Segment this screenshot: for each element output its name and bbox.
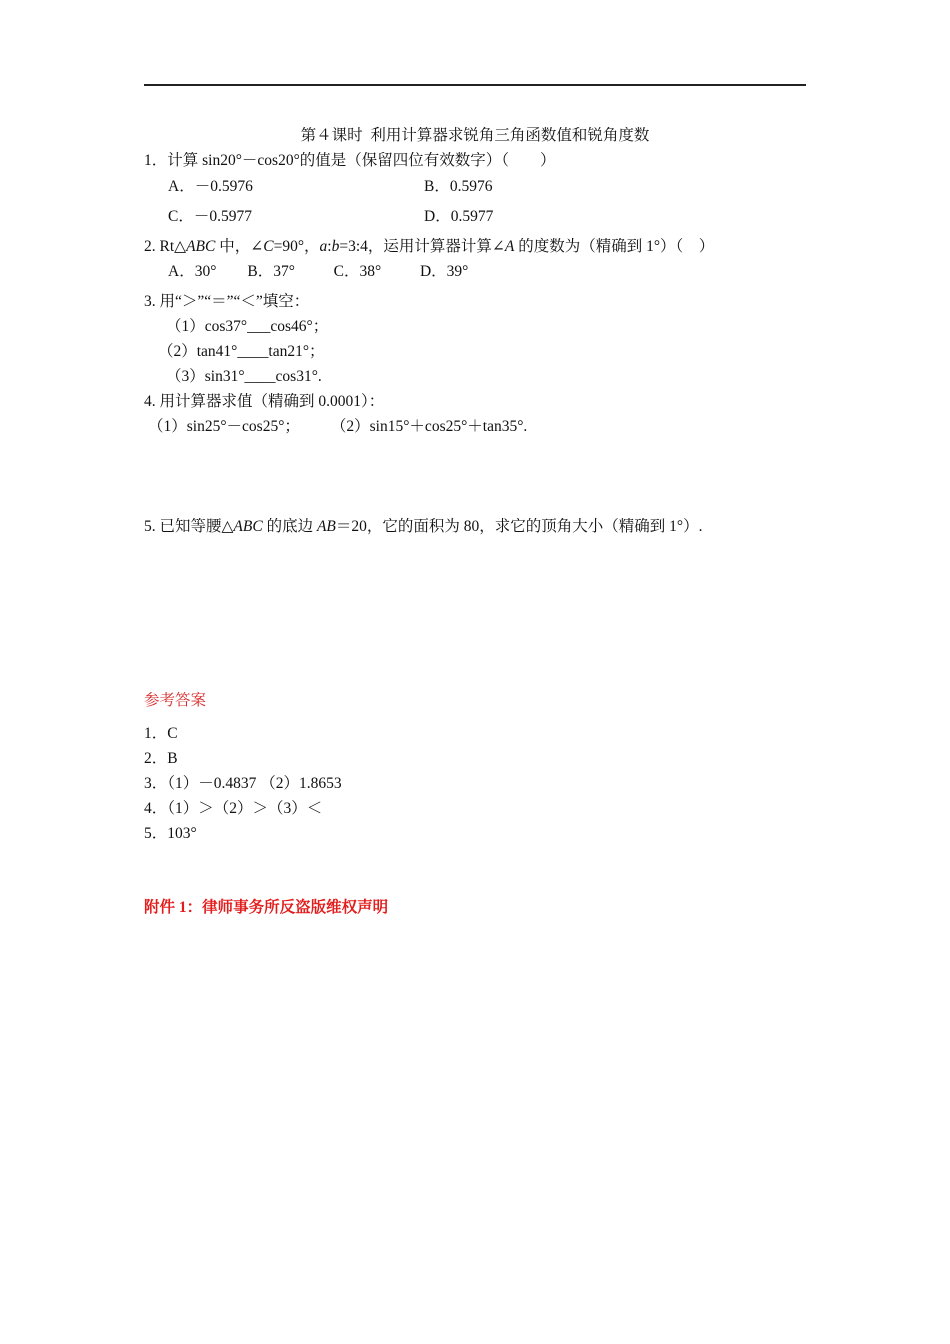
q4-stem: 4. 用计算器求值（精确到 0.0001）： [144,393,385,410]
q1-option-c: C．－0.5977 [168,208,252,225]
q3-part-1: （1）cos37°___cos46°； [166,318,329,335]
answer-item: 3．（1）－0.4837 （2）1.8653 [144,775,342,792]
q1-option-a: A．－0.5976 [168,178,253,195]
q2-options: A．30° B．37° C．38° D．39° [168,263,469,280]
q3-part-3: （3）sin31°____cos31°. [166,368,322,385]
q4-parts: （1）sin25°－cos25°； （2）sin15°＋cos25°＋tan35°. [148,418,528,435]
q1-option-d: D．0.5977 [424,208,494,225]
answer-item: 2．B [144,750,178,767]
answers-heading: 参考答案 [144,692,207,709]
q3-part-2: （2）tan41°____tan21°； [158,343,325,360]
q1-stem: 1．计算 sin20°－cos20°的值是（保留四位有效数字）（ ） [144,152,556,169]
q1-option-b: B．0.5976 [424,178,493,195]
q2-stem: 2. Rt△ABC 中，∠C=90°，a:b=3:4，运用计算器计算∠A 的度数为（精确到 1°）（ ） [144,238,715,255]
attachment-title: 附件 1：律师事务所反盗版维权声明 [144,899,389,916]
q3-stem: 3. 用“＞”“＝”“＜”填空： [144,293,310,310]
answer-item: 1．C [144,725,178,742]
q5-stem: 5. 已知等腰△ABC 的底边 AB＝20，它的面积为 80，求它的顶角大小（精确到 1°）. [144,518,703,535]
lesson-title: 第４课时 利用计算器求锐角三角函数值和锐角度数 [300,127,650,144]
answer-item: 5．103° [144,825,197,842]
header-rule [144,84,806,86]
answer-item: 4．（1）＞（2）＞（3）＜ [144,800,323,817]
